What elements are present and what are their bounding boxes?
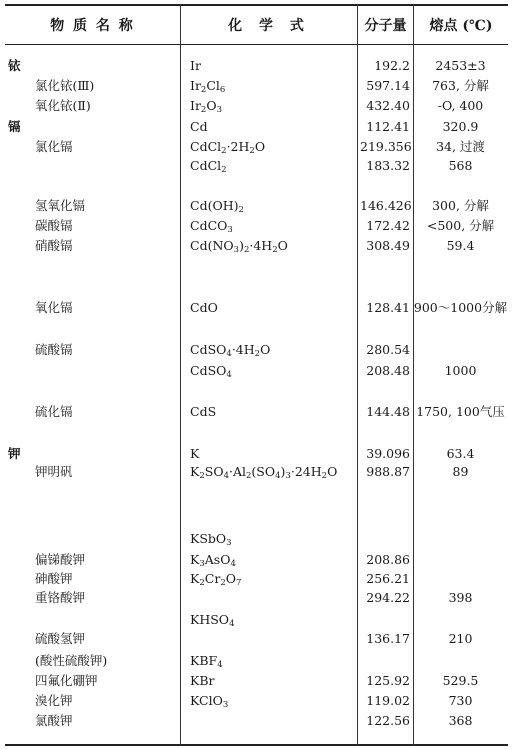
- chemical-formula: CdS: [190, 404, 217, 419]
- substance-name: 硫酸镉: [35, 342, 73, 357]
- molecular-weight: 308.49: [366, 238, 410, 253]
- chemical-formula: CdO: [190, 300, 218, 315]
- molecular-weight: 256.21: [366, 571, 410, 586]
- molecular-weight: 112.41: [366, 119, 410, 134]
- chemical-formula: CdCO$_3$: [190, 218, 233, 235]
- substance-name: 偏锑酸钾: [35, 552, 86, 567]
- substance-name: 钾明矾: [35, 464, 73, 479]
- melting-point: <500, 分解: [426, 218, 495, 233]
- element-group-label: 镉: [8, 119, 21, 134]
- molecular-weight: 39.096: [366, 446, 410, 461]
- substance-name: 氯化镉: [35, 139, 73, 154]
- molecular-weight: 122.56: [366, 713, 410, 728]
- molecular-weight: 280.54: [366, 342, 410, 357]
- chemical-formula: K: [190, 446, 200, 461]
- element-group-label: 铱: [8, 58, 21, 73]
- substance-name: 硫化镉: [35, 404, 73, 419]
- substance-name: (酸性硫酸钾): [35, 653, 108, 668]
- molecular-weight: 208.86: [366, 552, 410, 567]
- chemical-formula: KClO$_3$: [190, 693, 229, 710]
- molecular-weight: 208.48: [366, 363, 410, 378]
- molecular-weight: 128.41: [366, 300, 410, 315]
- substance-name: 砷酸钾: [35, 571, 73, 586]
- melting-point: 398: [448, 590, 473, 605]
- header-molecular-weight: 分子量: [364, 17, 407, 34]
- melting-point: 900～1000分解: [413, 300, 508, 315]
- substance-name: 溴化钾: [35, 693, 73, 708]
- melting-point: 763, 分解: [432, 78, 489, 93]
- melting-point: 63.4: [446, 446, 475, 461]
- melting-point: 1000: [444, 363, 477, 378]
- chemical-formula: $Cd(NO_3)_2\cdot 4H_2O$: [190, 238, 288, 255]
- chemical-formula: $CdSO_4\cdot 4H_2O$: [190, 342, 271, 359]
- substance-name: 氢氧化镉: [35, 198, 86, 213]
- chemical-formula: $Cd(OH)_2$: [190, 198, 244, 215]
- chemical-formula: $CdCl_2\cdot 2H_2O$: [190, 139, 266, 156]
- molecular-weight: 432.40: [366, 98, 410, 113]
- chemical-formula: Cd: [190, 119, 208, 134]
- chemical-formula: CdSO$_4$: [190, 363, 232, 380]
- molecular-weight: 125.92: [366, 673, 410, 688]
- substance-name: 碳酸镉: [35, 218, 73, 233]
- chemical-formula: $Ir_2O_3$: [190, 98, 223, 115]
- substance-name: 四氟化硼钾: [35, 673, 98, 688]
- molecular-weight: 219.356: [360, 139, 412, 154]
- substance-name: 氯酸钾: [35, 713, 73, 728]
- melting-point: 59.4: [446, 238, 475, 253]
- melting-point: 568: [448, 158, 473, 173]
- chemical-formula: CdCl$_2$: [190, 158, 227, 175]
- bottom-rule: [5, 744, 508, 746]
- molecular-weight: 144.48: [366, 404, 410, 419]
- column-divider: [180, 4, 181, 746]
- chemical-formula: $K_2Cr_2O_7$: [190, 571, 242, 588]
- melting-point: 368: [448, 713, 473, 728]
- melting-point: 320.9: [442, 119, 479, 134]
- molecular-weight: 192.2: [374, 58, 410, 73]
- column-divider: [357, 4, 358, 746]
- chemical-formula: $K_2SO_4\cdot Al_2(SO_4)_3\cdot 24H_2O$: [190, 464, 338, 481]
- molecular-weight: 172.42: [366, 218, 410, 233]
- substance-name: 氧化镉: [35, 300, 73, 315]
- element-group-label: 钾: [8, 446, 21, 461]
- molecular-weight: 597.14: [366, 78, 410, 93]
- data-table: [5, 4, 508, 746]
- molecular-weight: 119.02: [366, 693, 410, 708]
- substance-name: 硫酸氢钾: [35, 631, 86, 646]
- substance-name: 硝酸镉: [35, 238, 73, 253]
- melting-point: -O, 400: [437, 98, 484, 113]
- melting-point: 300, 分解: [432, 198, 489, 213]
- substance-name: 重铬酸钾: [35, 590, 86, 605]
- melting-point: 529.5: [442, 673, 479, 688]
- molecular-weight: 183.32: [366, 158, 410, 173]
- molecular-weight: 136.17: [366, 631, 410, 646]
- chemical-formula: $Ir_2Cl_6$: [190, 78, 226, 95]
- molecular-weight: 294.22: [366, 590, 410, 605]
- molecular-weight: 988.87: [366, 464, 410, 479]
- melting-point: 1750, 100气压: [416, 404, 505, 419]
- chemical-formula: $KBF_4$: [190, 653, 223, 670]
- header-substance: 物 质 名 称: [50, 17, 135, 34]
- chemical-formula: Ir: [190, 58, 201, 73]
- header-melting-point: 熔点 (℃): [429, 17, 493, 34]
- melting-point: 89: [452, 464, 469, 479]
- substance-name: 氯化铱(Ⅲ): [35, 78, 95, 93]
- chemical-formula: $KHSO_4$: [190, 612, 235, 629]
- melting-point: 730: [448, 693, 473, 708]
- melting-point: 2453±3: [435, 58, 486, 73]
- substance-name: 氧化铱(Ⅱ): [35, 98, 91, 113]
- melting-point: 210: [448, 631, 473, 646]
- chemical-formula: $K_3AsO_4$: [190, 552, 236, 569]
- chemical-formula: KBr: [190, 673, 215, 688]
- melting-point: 34, 过渡: [436, 139, 485, 154]
- header-formula: 化 学 式: [228, 17, 310, 34]
- molecular-weight: 146.426: [360, 198, 412, 213]
- chemical-formula: KSbO$_3$: [190, 531, 232, 548]
